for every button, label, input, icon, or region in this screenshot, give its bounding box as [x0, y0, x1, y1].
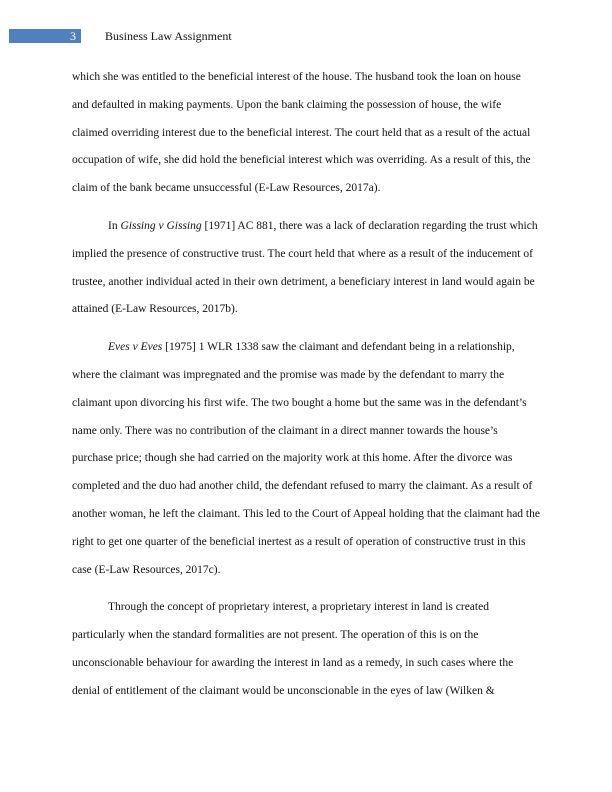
case-name-gissing: Gissing v Gissing	[120, 219, 202, 232]
page-number: 3	[9, 29, 81, 43]
page-header	[9, 29, 232, 43]
paragraph-3-text: [1975] 1 WLR 1338 saw the claimant and defendant being in a relationship, where the claimant was impregnated and the promise was made by the defendant to marry the claimant upon divorcing his first wife. The two bought a home but the same was in the defendant’s name only. There was no contribution of the claimant in a direct manner towards the house’s purchase price; though she had carried on the majority work at this home. After the divorce was completed and the duo had another child, the defendant refused to marry the claimant. As a result of another woman, he left the claimant. This led to the Court of Appeal holding that the claimant had the right to get one quarter of the beneficial inertest as a result of operation of constructive trust in this case (E-Law Resources, 2017c).	[72, 341, 540, 576]
paragraph-4	[72, 594, 540, 705]
paragraph-2-pre: In	[108, 219, 121, 232]
case-name-eves: Eves v Eves	[108, 341, 163, 354]
document-body	[72, 64, 540, 716]
paragraph-1	[72, 64, 540, 203]
paragraph-2-text: [1971] AC 881, there was a lack of declaration regarding the trust which implied the presence of constructive trust. The court held that where as a result of the inducement of trustee, another individual acted in their own detriment, a beneficiary interest in land would again be attained (E-Law Resources, 2017b).	[72, 219, 538, 316]
paragraph-1-text: which she was entitled to the beneficial interest of the house. The husband took the loan on house and defaulted in making payments. Upon the bank claiming the possession of house, the wife claimed overriding interest due to the beneficial interest. The court held that as a result of the actual occupation of wife, she did hold the beneficial interest which was overriding. As a result of this, the claim of the bank became unsuccessful (E-Law Resources, 2017a).	[72, 71, 531, 195]
paragraph-2	[72, 213, 540, 324]
paragraph-4-text: Through the concept of proprietary interest, a proprietary interest in land is created particularly when the standard formalities are not present. The operation of this is on the unconscionable behaviour for awarding the interest in land as a remedy, in such cases where the denial of entitlement of the claimant would be unconscionable in the eyes of law (Wilken &	[72, 601, 514, 697]
paragraph-3	[72, 334, 540, 584]
running-title: Business Law Assignment	[105, 29, 232, 43]
